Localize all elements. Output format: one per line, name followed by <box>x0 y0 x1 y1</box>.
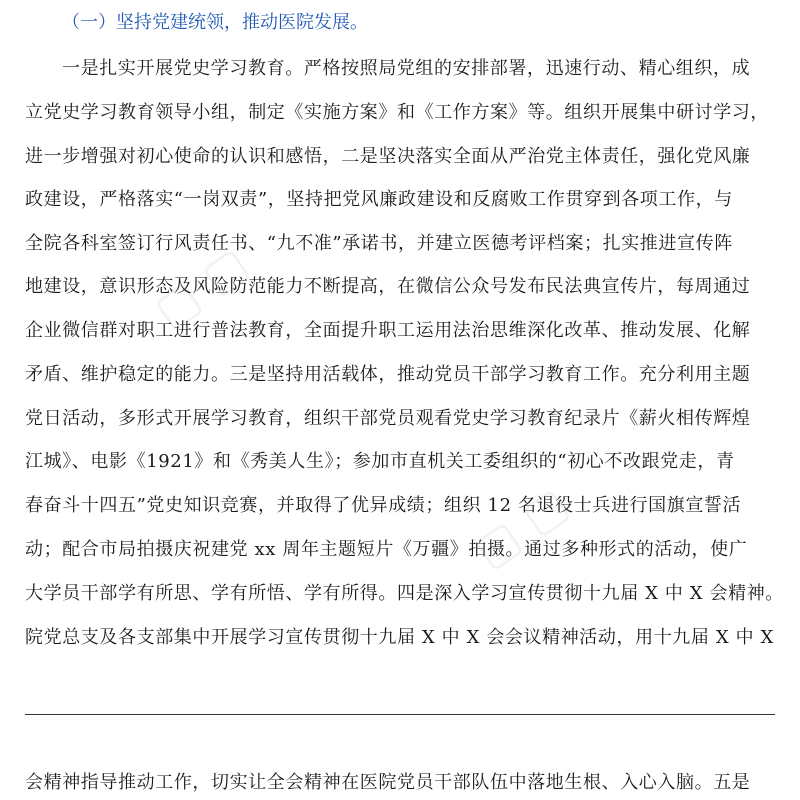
paragraph-line: 进一步增强对初心使命的认识和感悟，二是坚决落实全面从严治党主体责任，强化党风廉 <box>25 146 751 167</box>
page-break-divider <box>25 714 775 715</box>
paragraph-line: 立党史学习教育领导小组，制定《实施方案》和《工作方案》等。组织开展集中研讨学习， <box>25 102 769 123</box>
paragraph-line: 春奋斗十四五”党史知识竞赛，并取得了优异成绩；组织 12 名退役士兵进行国旗宣誓活 <box>25 495 742 516</box>
section-heading: （一）坚持党建统领，推动医院发展。 <box>62 12 368 33</box>
paragraph-line: 党日活动，多形式开展学习教育，组织干部党员观看党史学习教育纪录片《薪火相传辉煌 <box>25 408 751 429</box>
next-page-line: 会精神指导推动工作，切实让全会精神在医院党员干部队伍中落地生根、入心入脑。五是 <box>25 772 751 793</box>
paragraph-line: 江城》、电影《1921》和《秀美人生》；参加市直机关工委组织的“初心不改跟党走，青 <box>25 451 735 472</box>
paragraph-line: 一是扎实开展党史学习教育。严格按照局党组的安排部署，迅速行动、精心组织，成 <box>62 58 751 79</box>
paragraph-line: 企业微信群对职工进行普法教育，全面提升职工运用法治思维深化改革、推动发展、化解 <box>25 320 751 341</box>
watermark-mark: ▢ ▢ <box>463 475 578 579</box>
paragraph-line: 政建设，严格落实“一岗双责”，坚持把党风廉政建设和反腐败工作贯穿到各项工作，与 <box>25 189 733 210</box>
paragraph-line: 地建设，意识形态及风险防范能力不断提高，在微信公众号发布民法典宣传片，每周通过 <box>25 276 751 297</box>
paragraph-line: 大学员干部学有所思、学有所悟、学有所得。四是深入学习宣传贯彻十九届 X 中 X 会精神。 <box>25 583 784 604</box>
paragraph-line: 动；配合市局拍摄庆祝建党 xx 周年主题短片《万疆》拍摄。通过多种形式的活动，使广 <box>25 539 748 560</box>
paragraph-line: 矛盾、维护稳定的能力。三是坚持用活载体，推动党员干部学习教育工作。充分利用主题 <box>25 364 751 385</box>
watermark-mark: ▢ ▢ <box>143 235 258 339</box>
paragraph-line: 院党总支及各支部集中开展学习宣传贯彻十九届 X 中 X 会会议精神活动，用十九届 X 中 X <box>25 627 774 648</box>
paragraph-line: 全院各科室签订行风责任书、“九不准”承诺书，并建立医德考评档案；扎实推进宣传阵 <box>25 233 733 254</box>
